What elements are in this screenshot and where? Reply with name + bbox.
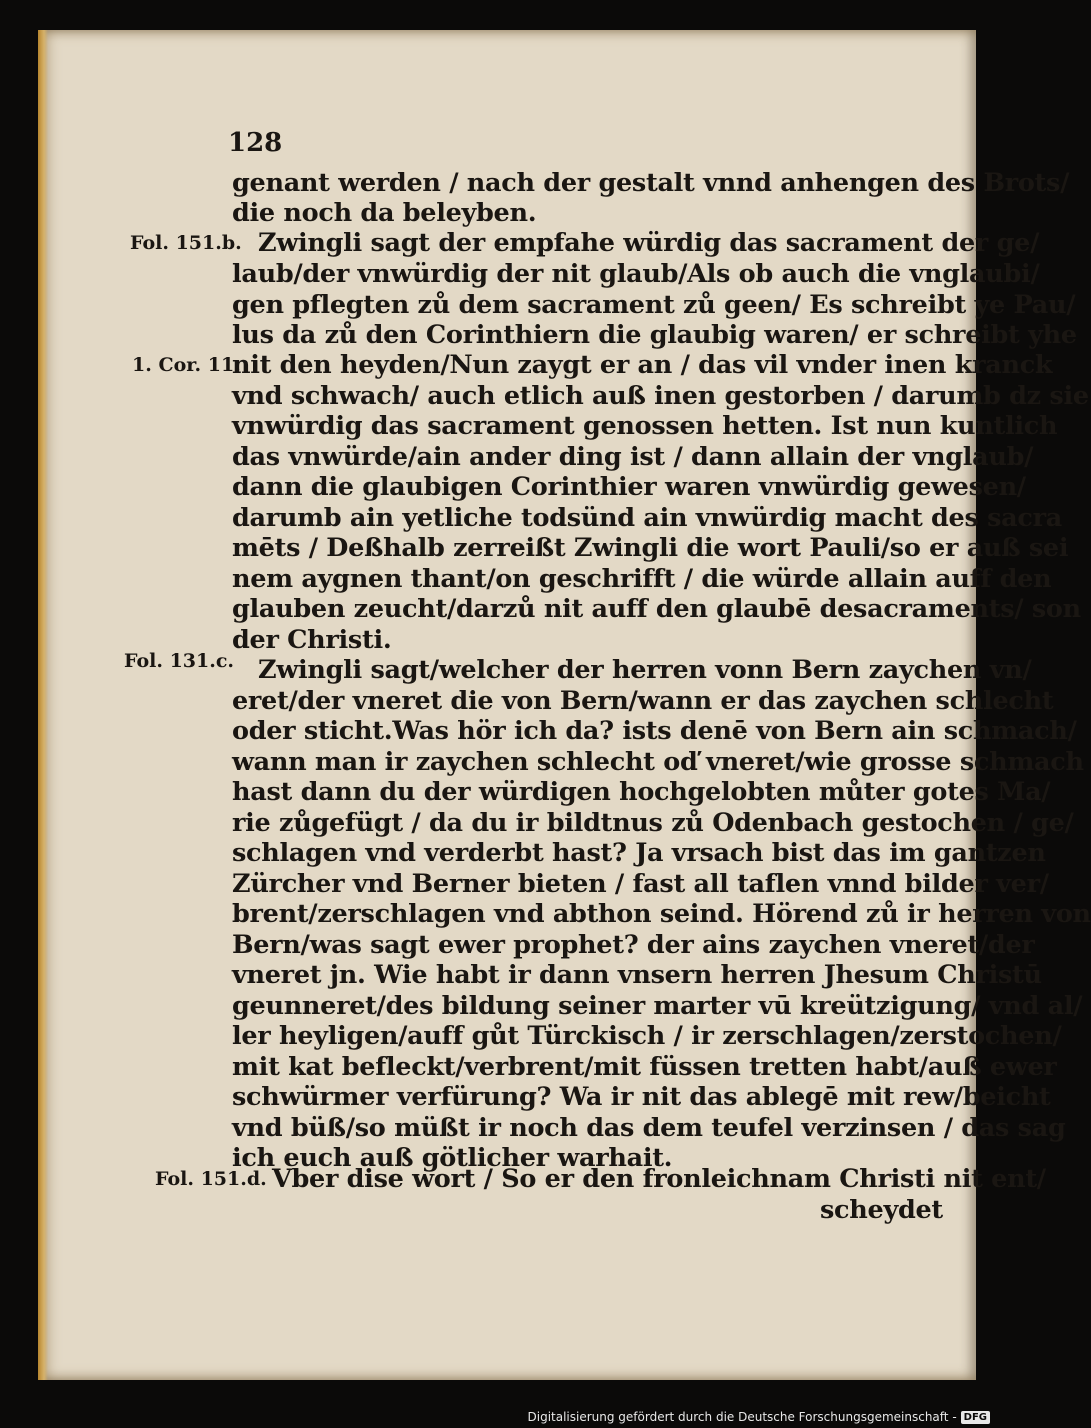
text-line: laub/der vnwürdig der nit glaub/Als ob auch die vnglaubi/ (232, 259, 1040, 289)
margin-note: Fol. 151.b. (130, 232, 242, 254)
text-line: wann man ir zaychen schlecht oď vneret/wie grosse schmach (232, 747, 1084, 777)
text-line: gen pflegten zů dem sacrament zů geen/ Es schreibt ye Pau/ (232, 290, 1076, 320)
text-line: vnwürdig das sacrament genossen hetten. Ist nun kuntlich (232, 411, 1058, 441)
text-line: lus da zů den Corinthiern die glaubig waren/ er schreibt yhe (232, 320, 1077, 350)
text-line: rie zůgefügt / da du ir bildtnus zů Odenbach gestochen / ge/ (232, 808, 1074, 838)
text-line: eret/der vneret die von Bern/wann er das zaychen schlecht (232, 686, 1054, 716)
footer-text: Digitalisierung gefördert durch die Deutsche Forschungsgemeinschaft - (527, 1410, 957, 1424)
page-edge (38, 30, 48, 1380)
page-number: 128 (228, 128, 283, 158)
margin-note: Fol. 151.d. (155, 1168, 267, 1190)
text-line: Zwingli sagt der empfahe würdig das sacrament der ge/ (258, 228, 1040, 258)
text-line: dann die glaubigen Corinthier waren vnwürdig gewesen/ (232, 472, 1026, 502)
text-line: der Christi. (232, 625, 392, 655)
margin-note: Fol. 131.c. (124, 650, 235, 672)
dfg-logo-icon: DFG (961, 1411, 990, 1424)
text-line: Zwingli sagt/welcher der herren vonn Bern zaychen vn/ (258, 655, 1032, 685)
text-line: schlagen vnd verderbt hast? Ja vrsach bist das im gantzen (232, 838, 1046, 868)
text-line: brent/zerschlagen vnd abthon seind. Hörend zů ir herren von (232, 899, 1091, 929)
text-line: Vber dise wort / So er den fronleichnam Christi nit ent/ (272, 1164, 1046, 1194)
text-line: geunneret/des bildung seiner marter vū kreützigung/ vnd al/ (232, 991, 1083, 1021)
text-line: Zürcher vnd Berner bieten / fast all taflen vnnd bilder ver/ (232, 869, 1049, 899)
text-line: nem aygnen thant/on geschrifft / die würde allain auff den (232, 564, 1052, 594)
margin-note: 1. Cor. 11. (132, 354, 241, 376)
footer-credit (528, 1410, 991, 1424)
text-line: ich euch auß götlicher warhait. (232, 1143, 673, 1173)
text-line: schwürmer verfürung? Wa ir nit das ablegē mit rew/beicht (232, 1082, 1051, 1112)
text-line: das vnwürde/ain ander ding ist / dann allain der vnglaub/ (232, 442, 1034, 472)
text-line: oder sticht.Was hör ich da? ists denē von Bern ain schmach/ (232, 716, 1077, 746)
text-line: mēts / Deßhalb zerreißt Zwingli die wort Pauli/so er auß sei (232, 533, 1069, 563)
text-line: vnd schwach/ auch etlich auß inen gestorben / darumb dz sie (232, 381, 1089, 411)
text-line: die noch da beleyben. (232, 198, 537, 228)
text-line: ler heyligen/auff gůt Türckisch / ir zerschlagen/zerstochen/ (232, 1021, 1062, 1051)
text-line: nit den heyden/Nun zaygt er an / das vil vnder inen kranck (232, 350, 1053, 380)
text-line: darumb ain yetliche todsünd ain vnwürdig macht des sacra (232, 503, 1062, 533)
text-line: vnd büß/so müßt ir noch das dem teufel verzinsen / das sag (232, 1113, 1066, 1143)
text-line: Bern/was sagt ewer prophet? der ains zaychen vneret/der (232, 930, 1035, 960)
text-line: hast dann du der würdigen hochgelobten můter gotes Ma/ (232, 777, 1051, 807)
text-line: mit kat befleckt/verbrent/mit füssen tretten habt/auß ewer (232, 1052, 1057, 1082)
text-line: genant werden / nach der gestalt vnnd anhengen des Brots/ (232, 168, 1070, 198)
catchword: scheydet (820, 1195, 943, 1225)
text-line: vneret jn. Wie habt ir dann vnsern herren Jhesum Christū (232, 960, 1042, 990)
text-line: glauben zeucht/darzů nit auff den glaubē desacraments/ son (232, 594, 1081, 624)
